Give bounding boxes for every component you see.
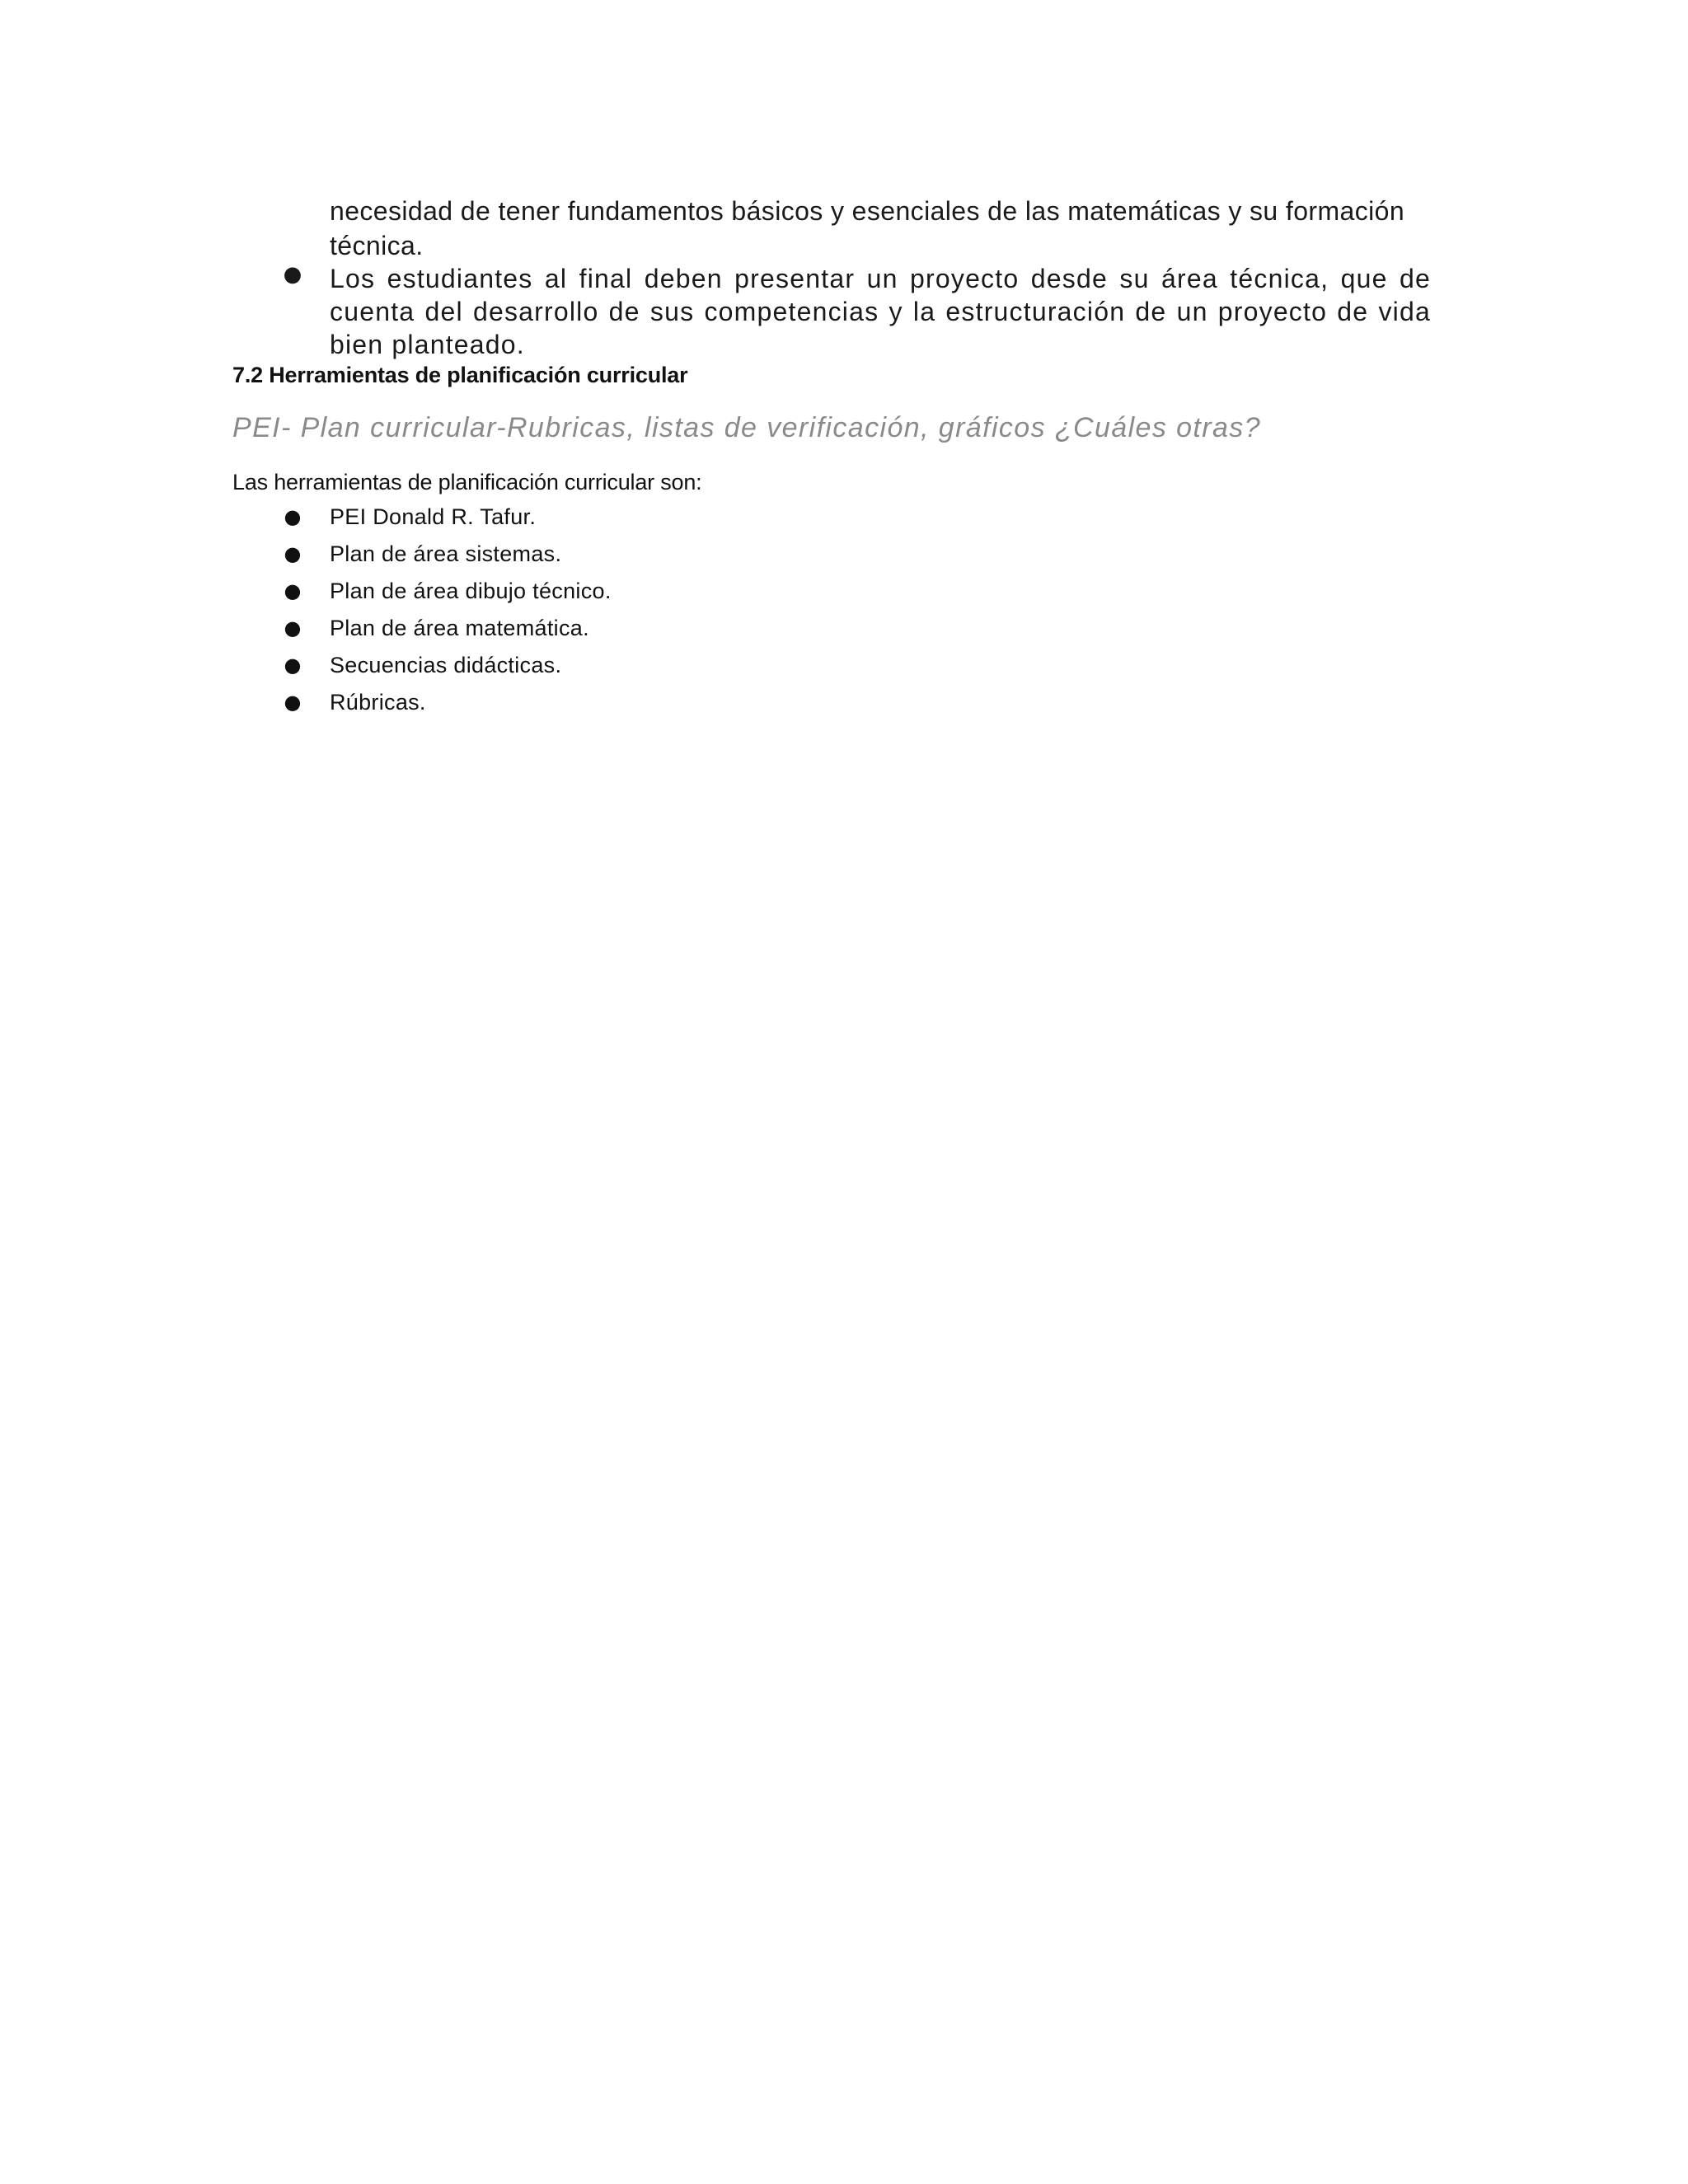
list-item-label: Plan de área matemática. bbox=[330, 616, 589, 640]
section-heading: 7.2 Herramientas de planificación curricular bbox=[232, 363, 688, 387]
bullet-icon: ● bbox=[284, 616, 302, 640]
bullet-icon: ● bbox=[284, 654, 302, 677]
italic-note: PEI- Plan curricular-Rubricas, listas de verificación, gráficos ¿Cuáles otras? bbox=[232, 412, 1262, 443]
list-item-label: Rúbricas. bbox=[330, 690, 426, 715]
bullet-icon: ● bbox=[284, 505, 302, 528]
continuation-line-1: necesidad de tener fundamentos básicos y esenciales de las matemáticas y su formación bbox=[330, 196, 1405, 226]
continuation-line-2: técnica. bbox=[330, 231, 424, 260]
list-item-text: Los estudiantes al final deben presentar un proyecto desde su área técnica, que de cuenta del desarrollo de sus competencias y la estructuración de un proyecto de vida bien planteado. bbox=[330, 264, 1431, 359]
list-item bbox=[280, 614, 1022, 651]
bullet-icon: ● bbox=[283, 262, 302, 287]
list-item bbox=[280, 503, 1022, 540]
list-item-label: Plan de área sistemas. bbox=[330, 541, 562, 566]
list-item-label: PEI Donald R. Tafur. bbox=[330, 504, 537, 529]
list-item bbox=[280, 688, 1022, 725]
list-item bbox=[280, 577, 1022, 614]
list-item bbox=[280, 651, 1022, 688]
bullet-icon: ● bbox=[284, 691, 302, 714]
bullet-icon: ● bbox=[284, 579, 302, 602]
intro-paragraph: Las herramientas de planificación curricular son: bbox=[232, 470, 702, 494]
tools-list bbox=[280, 503, 1022, 725]
list-item-label: Secuencias didácticas. bbox=[330, 653, 562, 677]
list-item bbox=[280, 540, 1022, 577]
list-item-label: Plan de área dibujo técnico. bbox=[330, 579, 612, 603]
bullet-icon: ● bbox=[284, 542, 302, 565]
